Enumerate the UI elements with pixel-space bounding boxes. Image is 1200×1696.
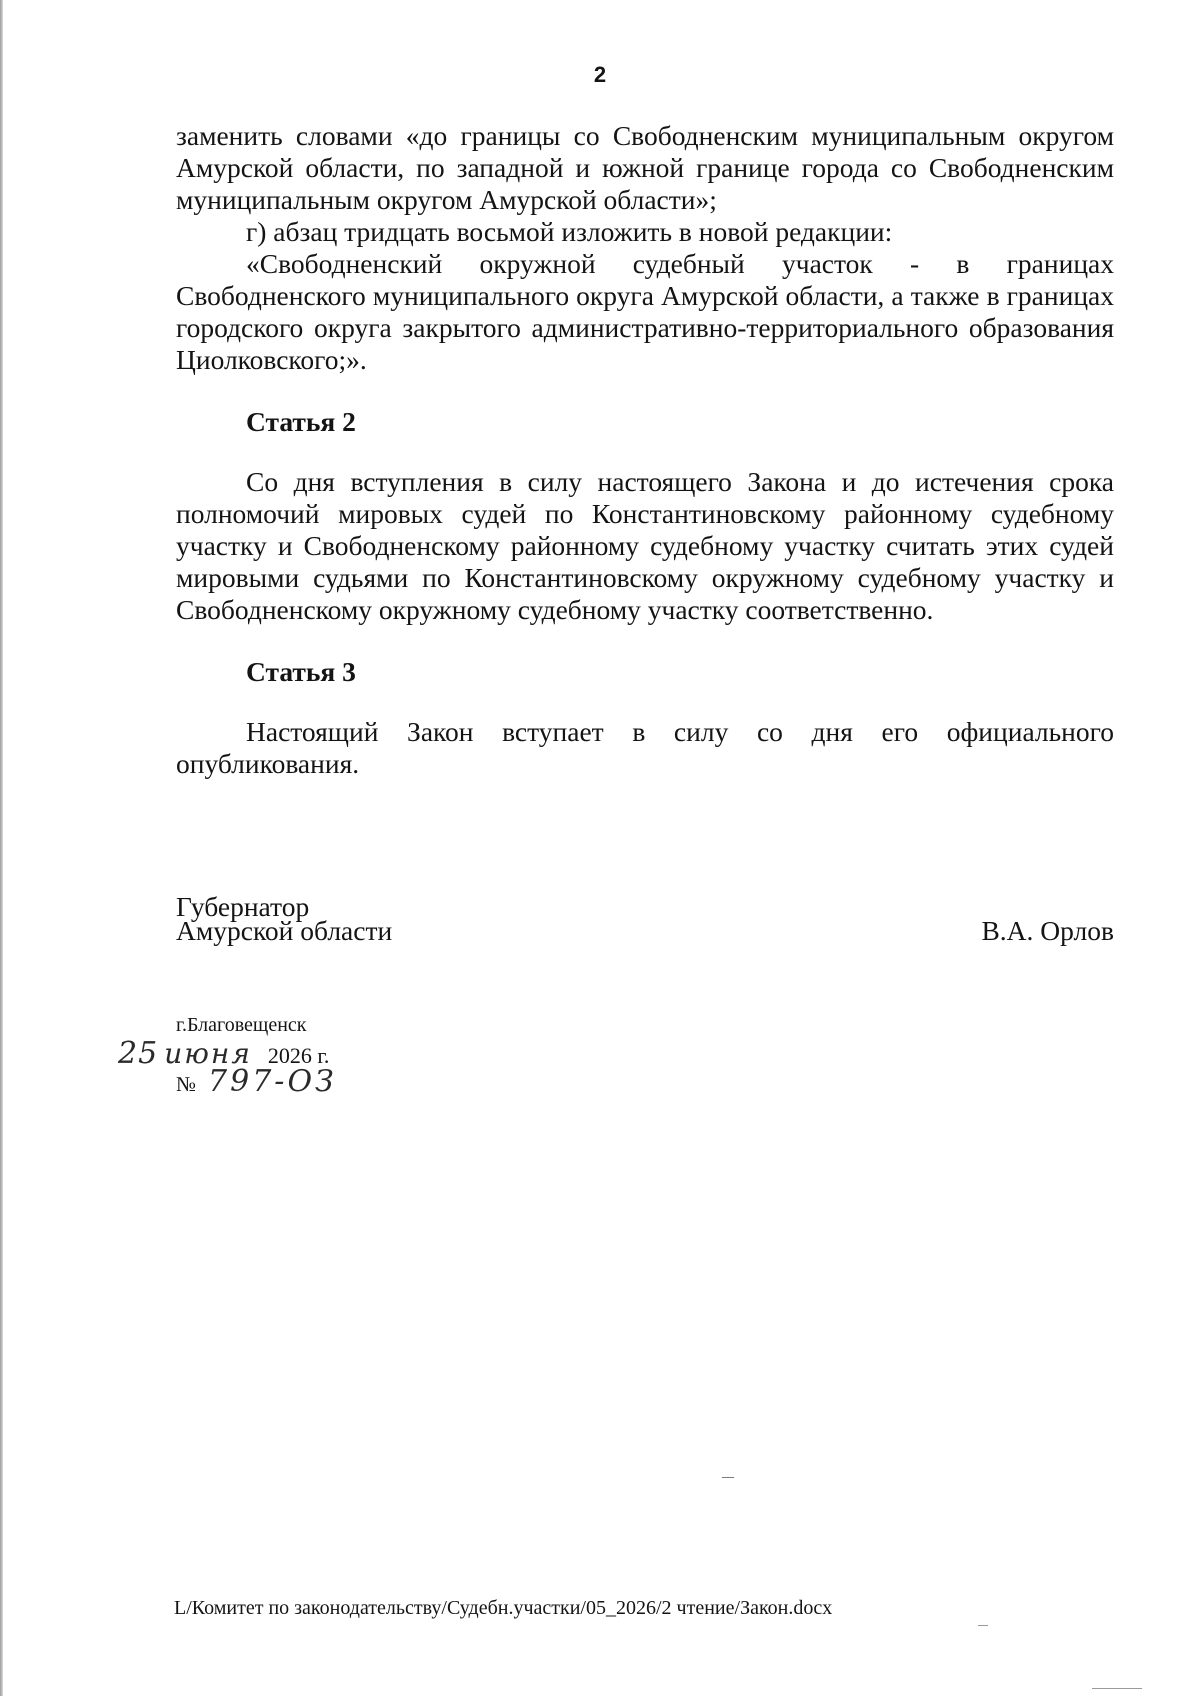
number-sign: №	[176, 1072, 197, 1096]
article-3-heading: Статья 3	[246, 656, 356, 687]
scan-speck	[1092, 1688, 1142, 1689]
document-body	[176, 120, 1114, 780]
file-path-footer: L/Комитет по законодательству/Судебн.участки/05_2026/2 чтение/Закон.docx	[174, 1597, 833, 1619]
handwritten-law-number: 797-ОЗ	[208, 1064, 337, 1099]
handwritten-day: 25	[118, 1036, 159, 1071]
paragraph-new-edition: «Свободненский окружной судебный участок - в границах Свободненского муниципального округа Амурской области, а также в границах городского округа закрытого административно-территориального образования Циолковского;».	[176, 248, 1114, 375]
paragraph-replace-words: заменить словами «до границы со Свободненским муниципальным округом Амурской области, по западной и южной границе города со Свободненским муниципальным округом Амурской области»;	[176, 120, 1114, 215]
scan-speck	[978, 1625, 988, 1626]
signer-title-line-1: Губернатор	[176, 891, 310, 922]
handwritten-month: июня	[164, 1037, 252, 1070]
article-2-text: Со дня вступления в силу настоящего Закона и до истечения срока полномочий мировых судей по Константиновскому районному судебному участку и Свободненскому районному судебному участку считать этих судей мировыми судьями по Константиновскому окружному судебному участку и Свободненскому окружному судебному участку соответственно.	[176, 466, 1114, 625]
signer-title-line-2: Амурской области	[176, 915, 393, 946]
article-2-heading: Статья 2	[246, 406, 356, 437]
signature-block	[176, 891, 1114, 946]
law-number	[176, 1064, 337, 1099]
scanned-page-edge	[0, 0, 3, 1696]
scan-speck	[722, 1477, 734, 1478]
article-3-text: Настоящий Закон вступает в силу со дня его официального опубликования.	[176, 716, 1114, 779]
page-number: 2	[593, 62, 607, 87]
paragraph-item-g: г) абзац тридцать восьмой изложить в новой редакции:	[246, 216, 893, 247]
signer-name: В.А. Орлов	[981, 915, 1114, 946]
place-of-signing: г.Благовещенск	[176, 1014, 307, 1036]
date-year: 2026 г.	[267, 1043, 330, 1068]
